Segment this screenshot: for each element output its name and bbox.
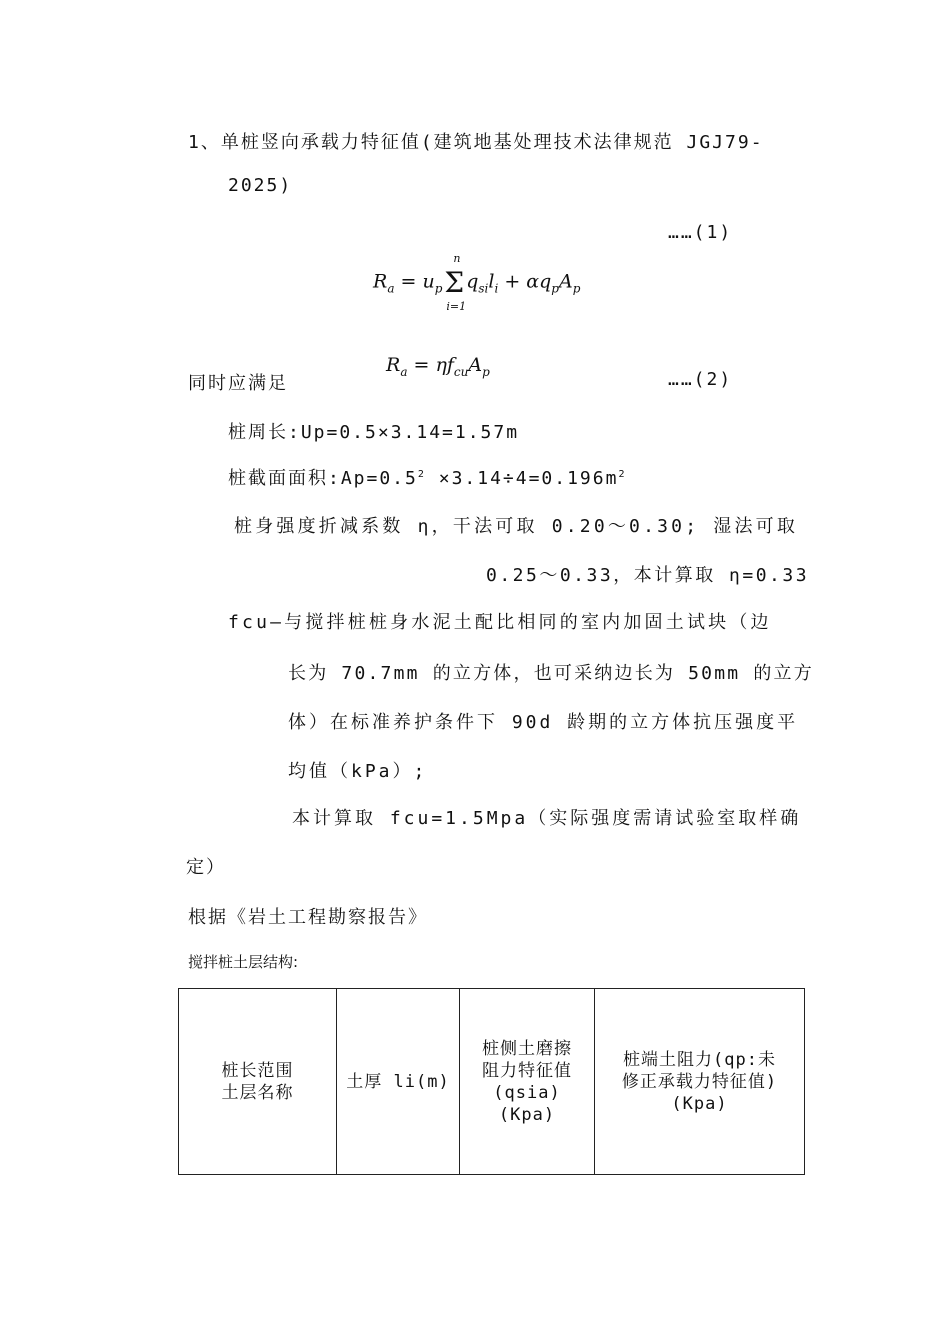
formula-1-q-sub: si <box>478 281 489 296</box>
calc-line-1: 本计算取 fcu=1.5Mpa（实际强度需请试验室取样确 <box>292 808 802 829</box>
basis-text: 根据《岩土工程勘察报告》 <box>188 907 428 928</box>
fcu-line-3: 体）在标准养护条件下 90d 龄期的立方体抗压强度平 <box>288 712 799 733</box>
heading-line-1: 1、单桩竖向承载力特征值(建筑地基处理技术法律规范 JGJ79- <box>188 132 764 153</box>
structure-label: 搅拌桩土层结构: <box>188 953 299 971</box>
header-text: 修正承载力特征值) <box>621 1071 778 1092</box>
header-cell-layer <box>179 989 337 1175</box>
table-header-row <box>179 989 805 1175</box>
area-sup-2: 2 <box>618 469 627 480</box>
soil-layer-table <box>178 988 805 1175</box>
header-cell-side-resistance <box>460 989 595 1175</box>
formula-2-f-sub: cu <box>453 364 469 379</box>
calc-line-2: 定） <box>186 857 226 878</box>
area-text-a: 桩截面面积:Ap=0.5 <box>228 468 418 489</box>
sum-symbol: Σ n i=1 <box>444 252 467 313</box>
formula-2-rhs: = ηf <box>407 354 454 376</box>
formula-1-qp-sub: p <box>551 281 559 296</box>
area-sup: 2 <box>417 469 426 480</box>
formula-2-prefix: 同时应满足 <box>188 373 288 394</box>
formula-2-a: A <box>468 354 483 376</box>
header-text: (Kpa) <box>671 1093 728 1114</box>
sum-upper: n <box>453 252 461 265</box>
perimeter-text: 桩周长:Up=0.5×3.14=1.57m <box>228 422 520 443</box>
formula-2 <box>386 354 490 379</box>
header-text: 阻力特征值 <box>482 1060 572 1081</box>
formula-1-lhs-sub: a <box>387 281 395 296</box>
formula-1-eq: = <box>394 270 423 293</box>
formula-1 <box>373 252 581 313</box>
formula-1-ref: ……(1) <box>668 222 733 243</box>
formula-2-a-sub: p <box>482 364 490 379</box>
formula-2-lhs: R <box>386 354 401 376</box>
header-text: 土层名称 <box>221 1082 294 1103</box>
eta-line-1: 桩身强度折减系数 η，干法可取 0.20～0.30; 湿法可取 <box>234 516 799 537</box>
formula-1-a: A <box>558 270 573 293</box>
heading-line-2: 2025) <box>228 175 293 196</box>
formula-2-lhs-sub: a <box>400 364 408 379</box>
header-cell-end-resistance <box>595 989 805 1175</box>
formula-1-l-sub: i <box>494 281 499 296</box>
header-text: 桩侧土磨擦 <box>482 1038 572 1059</box>
formula-1-l: l <box>488 270 495 293</box>
header-text: 土厚 li(m) <box>346 1071 450 1092</box>
header-text: (Kpa) <box>498 1104 556 1125</box>
formula-1-u: u <box>422 270 435 293</box>
header-cell-thickness <box>337 989 460 1175</box>
formula-2-ref: ……(2) <box>668 369 733 390</box>
header-text: 桩端土阻力(qp:未 <box>623 1049 776 1070</box>
header-text: (qsia) <box>493 1082 561 1103</box>
fcu-line-4: 均值（kPa）; <box>288 761 428 782</box>
formula-1-q: q <box>466 270 479 293</box>
formula-1-lhs: R <box>373 270 388 293</box>
sum-lower: i=1 <box>446 300 467 313</box>
fcu-line-2: 长为 70.7mm 的立方体，也可采纳边长为 50mm 的立方 <box>288 663 814 684</box>
header-text: 桩长范围 <box>221 1060 294 1081</box>
area-text <box>228 464 626 490</box>
formula-1-u-sub: p <box>434 281 443 296</box>
eta-line-2: 0.25～0.33，本计算取 η=0.33 <box>486 565 810 586</box>
formula-1-plus: + αq <box>498 270 552 293</box>
fcu-line-1: fcu—与搅拌桩桩身水泥土配比相同的室内加固土试块（边 <box>228 612 772 633</box>
formula-1-a-sub: p <box>572 281 581 296</box>
area-text-b: ×3.14÷4=0.196m <box>425 468 619 489</box>
